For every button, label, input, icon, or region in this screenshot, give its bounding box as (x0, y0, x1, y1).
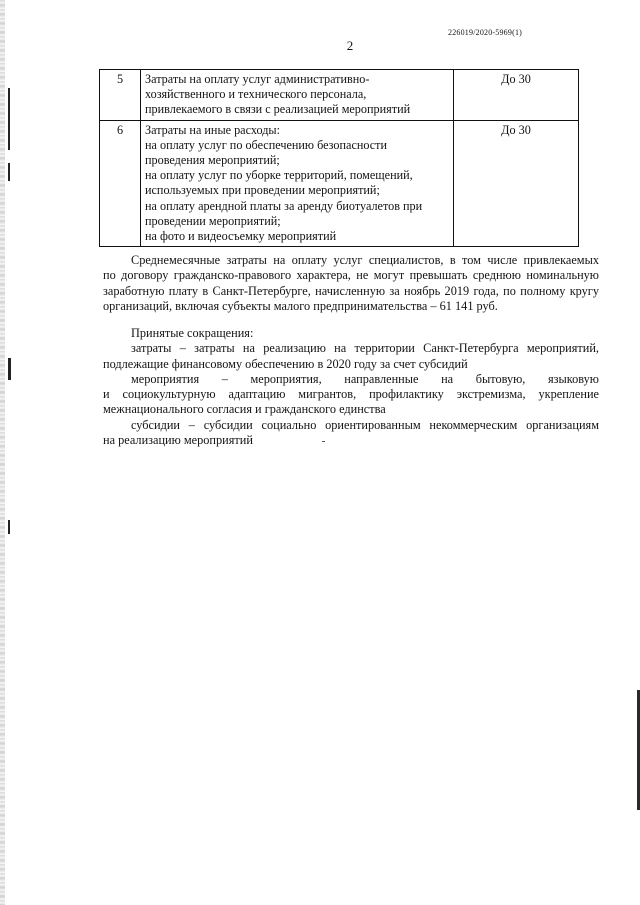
paragraph-line: заработную плату в Санкт-Петербурге, начисленную за ноябрь 2019 года, по полному кругу (103, 283, 599, 298)
row-description (141, 70, 454, 121)
scan-speck (322, 441, 325, 442)
row-number: 5 (100, 70, 141, 121)
scan-margin-mark (8, 88, 10, 150)
paragraph-line: организаций, включая субъекты малого предпринимательства – 61 141 руб. (103, 298, 498, 313)
abbreviations-heading: Принятые сокращения: (131, 326, 254, 340)
description-line: хозяйственного и технического персонала, (145, 87, 367, 102)
document-number: 226019/2020-5969(1) (448, 28, 523, 37)
description-line: используемых при проведении мероприятий; (145, 183, 380, 198)
row-description (141, 120, 454, 247)
description-line: проведении мероприятий; (145, 213, 281, 228)
average-costs-paragraph (103, 253, 599, 314)
scan-margin-mark (8, 358, 11, 380)
cost-table (99, 69, 579, 247)
scan-margin-mark (8, 163, 10, 181)
description-line: проведения мероприятий; (145, 153, 280, 168)
description-line: на оплату услуг по уборке территорий, помещений, (145, 168, 413, 183)
description-line: привлекаемого в связи с реализацией мероприятий (145, 102, 411, 117)
abbreviation-line: на реализацию мероприятий (103, 433, 253, 448)
abbreviation-line: затраты – затраты на реализацию на территории Санкт-Петербурга мероприятий, (131, 341, 599, 356)
page-number: 2 (346, 38, 354, 53)
description-line: на оплату арендной платы за аренду биотуалетов при (145, 198, 423, 213)
row-value: До 30 (454, 120, 579, 247)
table-row (100, 70, 579, 121)
description-line: на фото и видеосъемку мероприятий (145, 229, 337, 244)
abbreviation-line: подлежащие финансовому обеспечению в 2020 году за счет субсидий (103, 356, 468, 371)
description-line: Затраты на иные расходы: (145, 122, 280, 137)
paragraph-line: по договору гражданско-правового характера, не могут превышать среднюю номинальную (103, 268, 599, 283)
description-line: на оплату услуг по обеспечению безопасности (145, 137, 388, 152)
row-number: 6 (100, 120, 141, 247)
scan-margin-mark (8, 520, 10, 534)
abbreviation-line: мероприятия – мероприятия, направленные на бытовую, языковую (131, 371, 599, 386)
table-row (100, 120, 579, 247)
scan-left-edge (0, 0, 5, 905)
abbreviation-line: межнационального согласия и гражданского единства (103, 402, 386, 417)
abbreviation-line: и социокультурную адаптацию мигрантов, профилактику экстремизма, укрепление (103, 387, 599, 402)
description-line: Затраты на оплату услуг административно- (145, 72, 370, 86)
row-value: До 30 (454, 70, 579, 121)
paragraph-line: Среднемесячные затраты на оплату услуг специалистов, в том числе привлекаемых (131, 253, 599, 267)
abbreviation-line: субсидии – субсидии социально ориентированным некоммерческим организациям (131, 417, 599, 432)
abbreviations-section (103, 326, 599, 448)
